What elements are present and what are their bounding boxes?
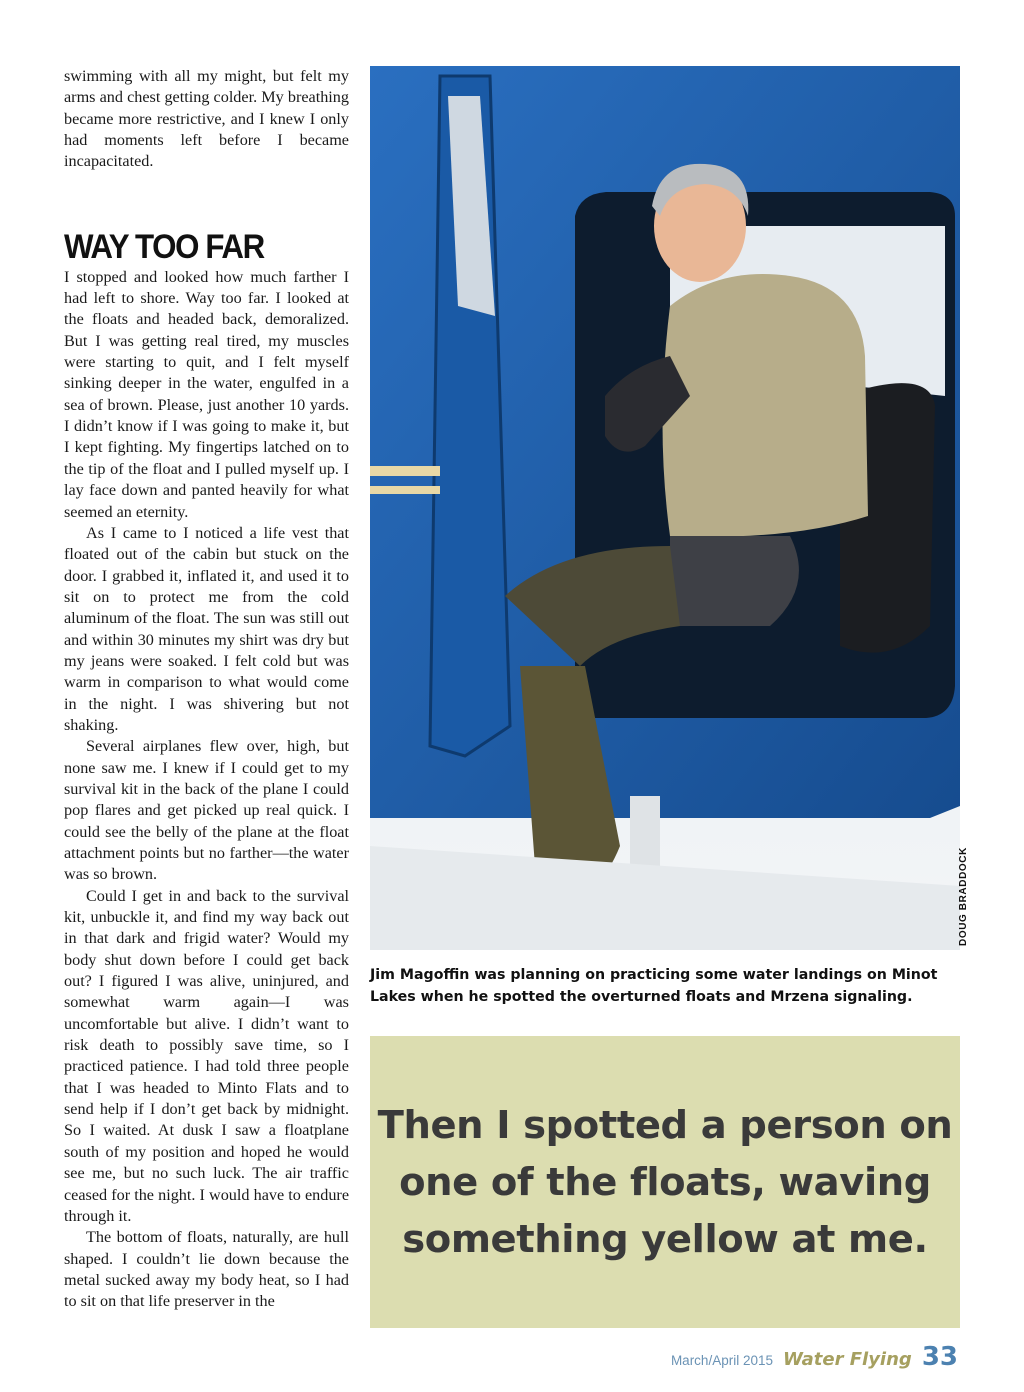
photo-credit: DOUG BRADDOCK (958, 847, 969, 946)
pull-quote-line: one of the floats, waving (399, 1159, 931, 1205)
article-paragraph: As I came to I noticed a life vest that floated out of the cabin but stuck on the door. I grabbed it, inflated it, and used it to sit on to protect me from the cold aluminum of the float. The sun was still out and within 30 minutes my shirt was dry but my jeans were soaked. I felt cold but was warm in comparison to what would come in the night. I was shivering but not shaking. (64, 523, 349, 734)
page-footer (671, 1342, 958, 1372)
magazine-name: Water Flying (783, 1349, 912, 1370)
article-paragraph: The bottom of floats, naturally, are hull shaped. I couldn’t lie down because the metal sucked away my body heat, so I had to sit on that life preserver in the (64, 1228, 349, 1311)
photo-caption: Jim Magoffin was planning on practicing some water landings on Minot Lakes when he spotted the overturned floats and Mrzena signaling. (370, 967, 938, 1005)
issue-date: March/April 2015 (670, 1353, 773, 1368)
pull-quote-line: Then I spotted a person on (377, 1102, 953, 1148)
pull-quote (370, 1036, 960, 1328)
section-heading: WAY TOO FAR (64, 227, 264, 266)
article-column (64, 66, 349, 1313)
pilot-photo (370, 66, 960, 950)
page-number: 33 (921, 1342, 958, 1372)
pilot-in-floatplane-illustration (370, 66, 960, 950)
pull-quote-text (378, 1097, 953, 1268)
article-paragraph: I stopped and looked how much farther I had left to shore. Way too far. I looked at the floats and headed back, demoralized. But I was getting real tired, my muscles were starting to quit, and I felt myself sinking deeper in the water, engulfed in a sea of brown. Please, just another 10 yards. I didn’t know if I was going to make it, but I kept fighting. My fingertips latched on to the tip of the float and I pulled myself up. I lay face down and panted heavily for what seemed an eternity. (64, 267, 349, 521)
pull-quote-line: something yellow at me. (402, 1216, 928, 1262)
article-paragraph: Could I get in and back to the survival kit, unbuckle it, and find my way back out in that dark and frigid water? Would my body shut down before I could get back out? I figured I was alive, uninjured, and somewhat warm again—I was uncomfortable but alive. I didn’t want to risk death to possibly save time, so I practiced patience. I had told three people that I was headed to Minto Flats and to send help if I don’t get back by midnight. So I waited. At dusk I saw a floatplane south of my position and hoped he would see me, but no such luck. The air traffic ceased for the night. I would have to endure through it. (64, 886, 349, 1225)
article-paragraph: Several airplanes flew over, high, but none saw me. I knew if I could get to my survival kit in the back of the plane I could pop flares and get picked up real quick. I could see the belly of the plane at the float attachment points but no farther—the water was so brown. (64, 737, 349, 884)
article-paragraph: swimming with all my might, but felt my arms and chest getting colder. My breathing became more restrictive, and I knew I only had moments left before I became incapacitated. (64, 67, 349, 171)
